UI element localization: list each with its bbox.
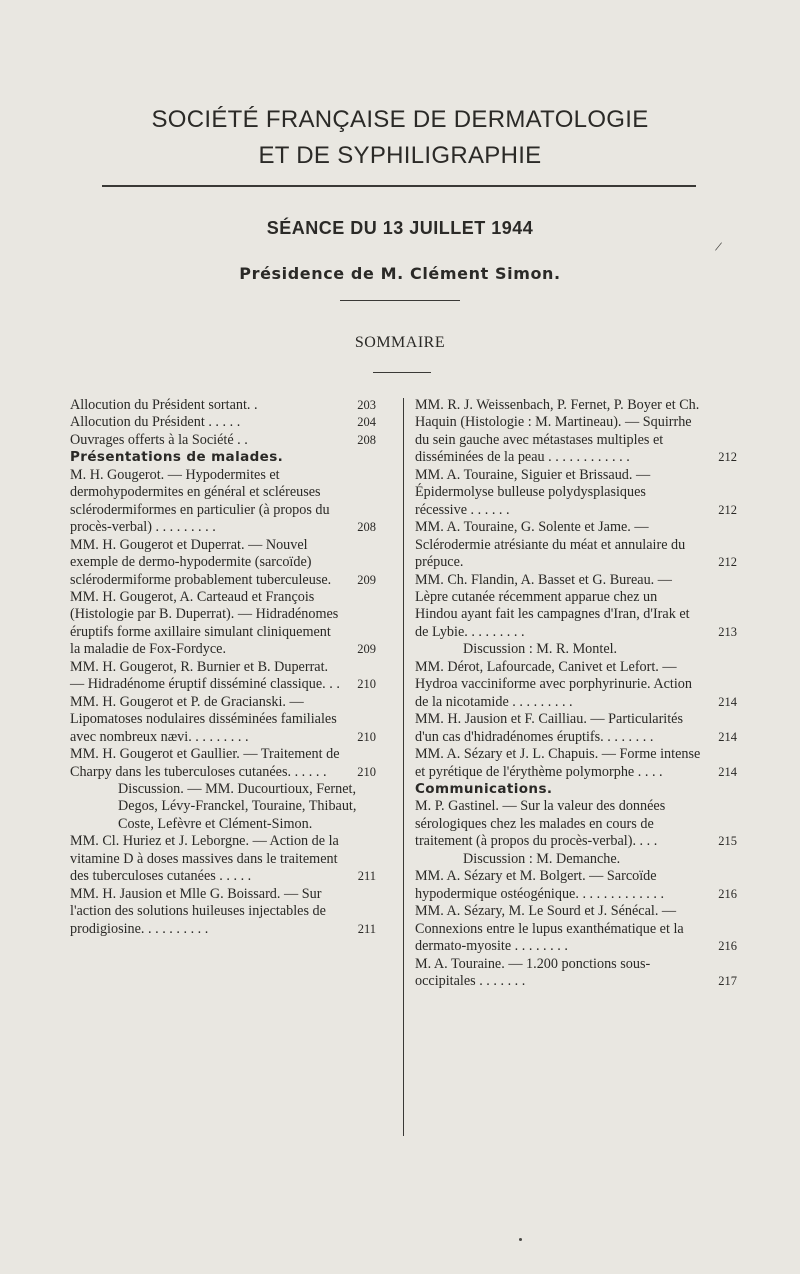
toc-page-number: 214 [718,764,737,779]
toc-left-column [70,397,376,938]
toc-entry [415,868,737,903]
toc-entry-text: MM. A. Sézary et M. Bolgert. — Sarcoïde hypodermique ostéogénique. . . . . . . . . . . . . [415,868,665,902]
presidence-rule [340,300,460,301]
toc-entry [70,746,376,781]
toc-entry [415,798,737,850]
toc-entry-text: MM. A. Touraine, G. Solente et Jame. — Sclérodermie atrésiante du méat et annulaire du prépuce. [415,519,686,571]
toc-entry-text: MM. H. Gougerot, A. Carteaud et François (Histologie par B. Duperrat). — Hidradénomes éruptifs forme axillaire simulant cliniquement la maladie de Fox-Fordyce. [70,588,339,658]
toc-entry [415,467,737,519]
toc-page-number: 214 [718,694,737,709]
toc-entry-text: MM. R. J. Weissenbach, P. Fernet, P. Boyer et Ch. Haquin (Histologie : M. Martineau). — Squirrhe du sein gauche avec métastases multiples et disséminées de la peau . . . . . . . . . . . . [415,397,700,466]
toc-entry-text: MM. H. Jausion et Mlle G. Boissard. — Sur l'action des solutions huileuses injectables de prodigiosine. . . . . . . . . . [70,885,326,937]
toc-entry [415,711,737,746]
toc-entry-text: MM. Cl. Huriez et J. Leborgne. — Action de la vitamine D à doses massives dans le traitement des tuberculoses cutanées . . . . . [70,833,339,885]
ink-mark: / [713,239,723,256]
toc-entry [415,956,737,991]
toc-entry-text: MM. H. Jausion et F. Cailliau. — Particularités d'un cas d'hidradénomes éruptifs. . . . . . . . [415,711,684,745]
toc-entry [70,467,376,537]
ink-dot [519,1238,522,1241]
toc-entry-text: MM. A. Touraine, Siguier et Brissaud. — Épidermolyse bulleuse polydysplasiques récessive . . . . . . [415,466,651,518]
toc-entry-text: MM. A. Sézary, M. Le Sourd et J. Sénécal. — Connexions entre le lupus exanthématique et la dermato-myosite . . . . . . . . [415,903,684,955]
toc-entry [415,572,737,642]
society-title-line-2: ET DE SYPHILIGRAPHIE [258,142,542,169]
toc-entry [415,519,737,571]
toc-discussion [70,781,376,833]
presidence-line: Présidence de M. Clément Simon. [239,264,561,283]
toc-entry-text: MM. H. Gougerot et Gaullier. — Traitement de Charpy dans les tuberculoses cutanées. . . . . . [70,746,340,780]
toc-right-column [415,397,737,990]
toc-discussion [415,851,737,868]
toc-entry [70,589,376,659]
toc-page-number: 216 [718,939,737,954]
toc-entry-text: MM. Dérot, Lafourcade, Canivet et Lefort. — Hydroa vacciniforme avec porphyrinurie. Action de la nicotamide . . . . . . . . . [415,658,692,710]
toc-entry [415,746,737,781]
toc-page-number: 212 [718,555,737,570]
toc-entry-text: M. H. Gougerot. — Hypodermites et dermohypodermites en général et scléreuses sclérodermiformes en particulier (à propos du procès-verbal) . . . . . . . . . [70,466,330,536]
toc-entry-text: MM. H. Gougerot et P. de Gracianski. — Lipomatoses nodulaires disséminées familiales avec nombreux nævi. . . . . . . . . [70,693,337,745]
toc-entry-text: Ouvrages offerts à la Société . . [70,431,248,448]
toc-entry-text: Communications. [415,780,553,797]
toc-page-number: 210 [357,729,376,744]
toc-section-heading [415,781,737,798]
toc-entry [415,397,737,467]
toc-page-number: 210 [357,677,376,692]
toc-entry-text: Discussion : M. R. Montel. [463,641,618,658]
toc-entry [70,397,376,414]
toc-page-number: 212 [718,502,737,517]
toc-entry-text: Discussion : M. Demanche. [463,850,621,867]
toc-page-number: 209 [357,642,376,657]
toc-page-number: 213 [718,624,737,639]
toc-entry [70,414,376,431]
column-divider [403,398,404,1136]
toc-page-number: 211 [357,921,376,936]
toc-entry [70,833,376,885]
toc-page-number: 204 [357,415,376,430]
toc-entry-text: MM. H. Gougerot, R. Burnier et B. Duperrat. — Hidradénome éruptif disséminé classique. . . [70,658,340,693]
toc-page-number: 208 [357,520,376,535]
toc-page-number: 211 [357,869,376,884]
toc-entry [70,694,376,746]
title-rule [102,185,696,187]
toc-entry-text: Présentations de malades. [70,449,284,466]
toc-entry [70,537,376,589]
toc-entry-text: MM. A. Sézary et J. L. Chapuis. — Forme intense et pyrétique de l'érythème polymorphe . . . . [415,746,701,780]
toc-entry [415,659,737,711]
sommaire-heading: SOMMAIRE [354,334,446,351]
toc-entry [70,886,376,938]
toc-entry [415,903,737,955]
toc-page-number: 208 [357,432,376,447]
toc-entry-text: M. A. Touraine. — 1.200 ponctions sous-occipitales . . . . . . . [415,955,651,989]
toc-entry-text: MM. H. Gougerot et Duperrat. — Nouvel exemple de dermo-hypodermite (sarcoïde) sclérodermiforme probablement tuberculeuse. [70,536,332,588]
toc-entry-text: Allocution du Président . . . . . [70,414,241,431]
seance-heading: SÉANCE DU 13 JUILLET 1944 [266,218,534,238]
toc-page-number: 203 [357,398,376,412]
toc-entry-text: Allocution du Président sortant. . [70,397,258,413]
toc-entry-text: M. P. Gastinel. — Sur la valeur des données sérologiques chez les malades en cours de traitement (à propos du procès-verbal). . . . [415,798,666,850]
toc-entry [70,659,376,694]
toc-page-number: 217 [718,973,737,988]
toc-entry [70,432,376,449]
sommaire-rule [373,372,431,373]
toc-section-heading [70,449,376,466]
toc-page-number: 216 [718,886,737,901]
society-title-line-1: SOCIÉTÉ FRANÇAISE DE DERMATOLOGIE [151,106,649,133]
toc-page-number: 212 [718,450,737,465]
toc-discussion [415,641,737,658]
toc-entry-text: MM. Ch. Flandin, A. Basset et G. Bureau. — Lèpre cutanée récemment apparue chez un Hindou ayant fait les campagnes d'Iran, d'Irak et de Lybie. . . . . . . . . [415,571,690,640]
toc-page-number: 214 [718,729,737,744]
toc-page-number: 215 [718,834,737,849]
toc-page-number: 210 [357,764,376,779]
toc-entry-text: Discussion. — MM. Ducourtioux, Fernet, Degos, Lévy-Franckel, Touraine, Thibaut, Coste, Lefèvre et Clément-Simon. [118,780,357,832]
toc-page-number: 209 [357,572,376,587]
